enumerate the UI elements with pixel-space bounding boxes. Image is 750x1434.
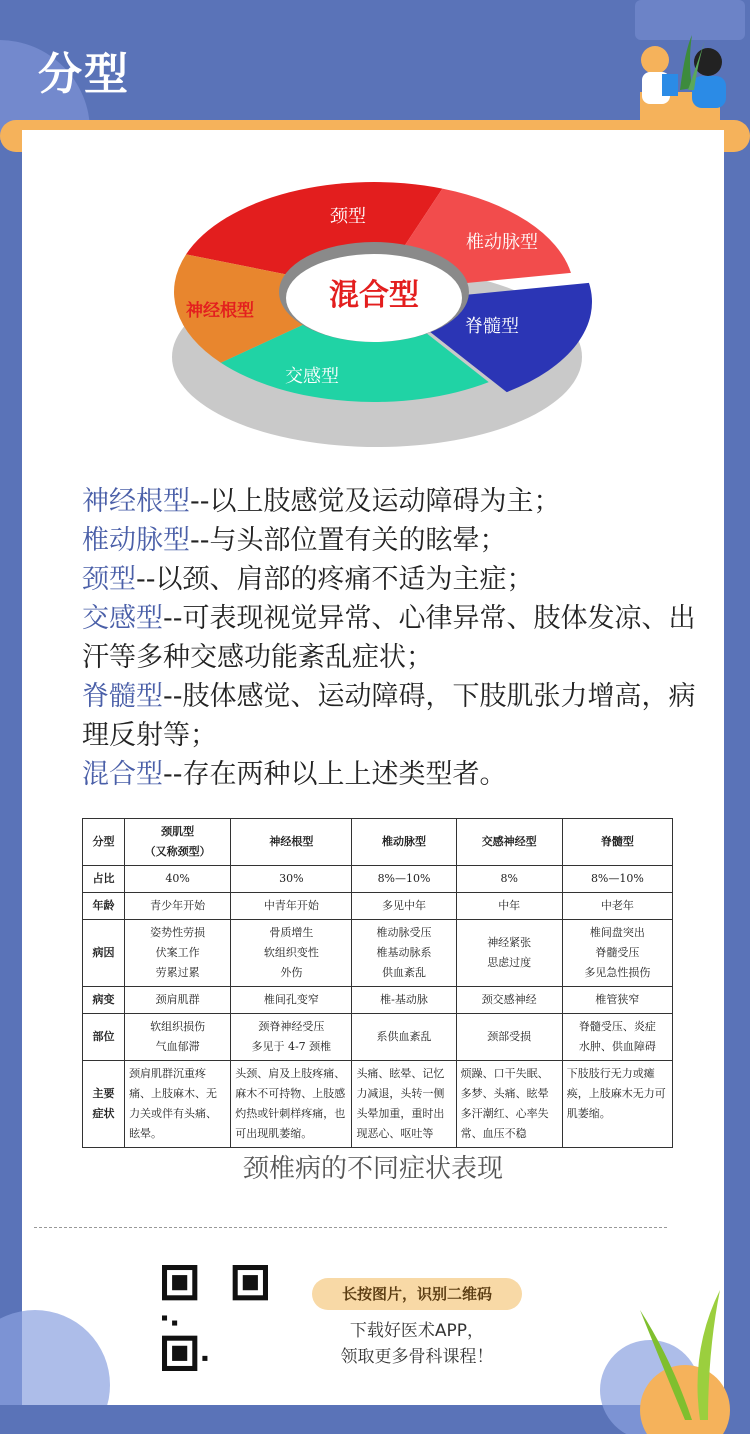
table-cell: 颈肩肌群沉重疼痛、上肢麻木、无力关或伴有头痛、眩晕。 [125,1061,231,1148]
qr-code-icon[interactable] [162,1265,268,1371]
content-card [22,130,724,1405]
desc-term: 神经根型 [82,486,190,517]
table-row-header: 年龄 [83,893,125,920]
table-cell: 骨质增生 软组织变性 外伤 [231,920,352,987]
table-row-header: 部位 [83,1014,125,1061]
table-cell: 软组织损伤 气血郁滞 [125,1014,231,1061]
table-cell: 脊髓受压、炎症 水肿、供血障碍 [562,1014,672,1061]
table-cell: 颈肩肌群 [125,987,231,1014]
table-row [83,920,673,987]
desc-text: --以颈、肩部的疼痛不适为主症； [136,564,534,595]
table-row [83,1061,673,1148]
table-cell: 8%—10% [562,866,672,893]
table-cell: 姿势性劳损 伏案工作 劳累过累 [125,920,231,987]
desc-term: 交感型 [82,603,163,634]
promo-line: 领取更多骨科课程！ [340,1347,494,1367]
table-cell: 烦躁、口干失眠、多梦、头痛、眩晕多汗潮红、心率失常、血压不稳 [456,1061,562,1148]
table-col-header: 神经根型 [231,819,352,866]
desc-text: --可表现视觉异常、心律异常、肢体发凉、出汗等多种交感功能紊乱症状； [82,603,696,673]
promo-line: 下载好医术APP， [349,1321,485,1341]
table-corner: 分型 [83,819,125,866]
table-cell: 椎动脉受压 椎基动脉系 供血紊乱 [352,920,456,987]
desc-term: 脊髓型 [82,681,163,712]
table-row-header: 占比 [83,866,125,893]
table-cell: 颈部受损 [456,1014,562,1061]
table-cell: 中年 [456,893,562,920]
table-cell: 下肢肢行无力或瘫痪，上肢麻木无力可肌萎缩。 [562,1061,672,1148]
table-cell: 多见中年 [352,893,456,920]
desc-term: 混合型 [82,759,163,790]
table-cell: 8% [456,866,562,893]
table-caption: 颈椎病的不同症状表现 [242,1154,503,1184]
desc-line [82,677,712,755]
table-body [83,866,673,1148]
table-cell: 青少年开始 [125,893,231,920]
plant-illustration-icon [590,1270,750,1434]
table-col-header: 脊髓型 [562,819,672,866]
desc-term: 颈型 [82,564,136,595]
table-row-header: 病因 [83,920,125,987]
donut-center-label: 混合型 [329,278,419,313]
desc-line [82,521,712,560]
segment-label-vertebral: 椎动脉型 [466,232,538,253]
table-cell: 颈脊神经受压 多见于 4-7 颈椎 [231,1014,352,1061]
table-cell: 头颈、肩及上肢疼痛、麻木不可持物、上肢感灼热或针刺样疼痛，也可出现肌萎缩。 [231,1061,352,1148]
table-cell: 椎-基动脉 [352,987,456,1014]
table-row [83,1014,673,1061]
desc-text: --肢体感觉、运动障碍，下肢肌张力增高，病理反射等； [82,681,696,751]
table-row-header: 主要 症状 [83,1061,125,1148]
people-illustration-icon [580,0,750,130]
desc-line [82,482,712,521]
table-row [83,987,673,1014]
segment-label-spinal: 脊髓型 [465,316,519,337]
table-cell: 中老年 [562,893,672,920]
desc-text: --存在两种以上上述类型者。 [163,759,507,790]
promo-text [312,1318,522,1370]
table-cell: 40% [125,866,231,893]
table-row [83,893,673,920]
table-col-header: 交感神经型 [456,819,562,866]
table-cell: 椎间盘突出 脊髓受压 多见急性损伤 [562,920,672,987]
table-row-header: 病变 [83,987,125,1014]
page-title: 分型 [38,49,130,100]
table-row [83,866,673,893]
desc-text: --与头部位置有关的眩晕； [190,525,507,556]
segment-label-nerve-root: 神经根型 [186,301,254,321]
desc-line [82,560,712,599]
table-cell: 椎间孔变窄 [231,987,352,1014]
table-col-header: 椎动脉型 [352,819,456,866]
segment-label-neck: 颈型 [330,206,366,227]
scan-hint-pill: 长按图片，识别二维码 [312,1278,522,1310]
donut-chart [152,172,612,452]
desc-line [82,599,712,677]
symptom-table [82,818,673,1148]
segment-label-sympathetic: 交感型 [285,366,339,387]
desc-line [82,755,712,794]
type-descriptions [82,482,712,794]
table-cell: 30% [231,866,352,893]
table-col-header: 颈肌型 （又称颈型） [125,819,231,866]
desc-text: --以上肢感觉及运动障碍为主； [190,486,561,517]
desc-term: 椎动脉型 [82,525,190,556]
table-cell: 头痛、眩晕、记忆力减退，头转一侧头晕加重，重时出现恶心、呕吐等 [352,1061,456,1148]
table-cell: 系供血紊乱 [352,1014,456,1061]
table-cell: 8%—10% [352,866,456,893]
table-cell: 椎管狭窄 [562,987,672,1014]
table-cell: 中青年开始 [231,893,352,920]
dashed-divider [34,1227,667,1228]
table-header-row [83,819,673,866]
table-cell: 神经紧张 思虑过度 [456,920,562,987]
header-banner [0,0,750,140]
table-cell: 颈交感神经 [456,987,562,1014]
